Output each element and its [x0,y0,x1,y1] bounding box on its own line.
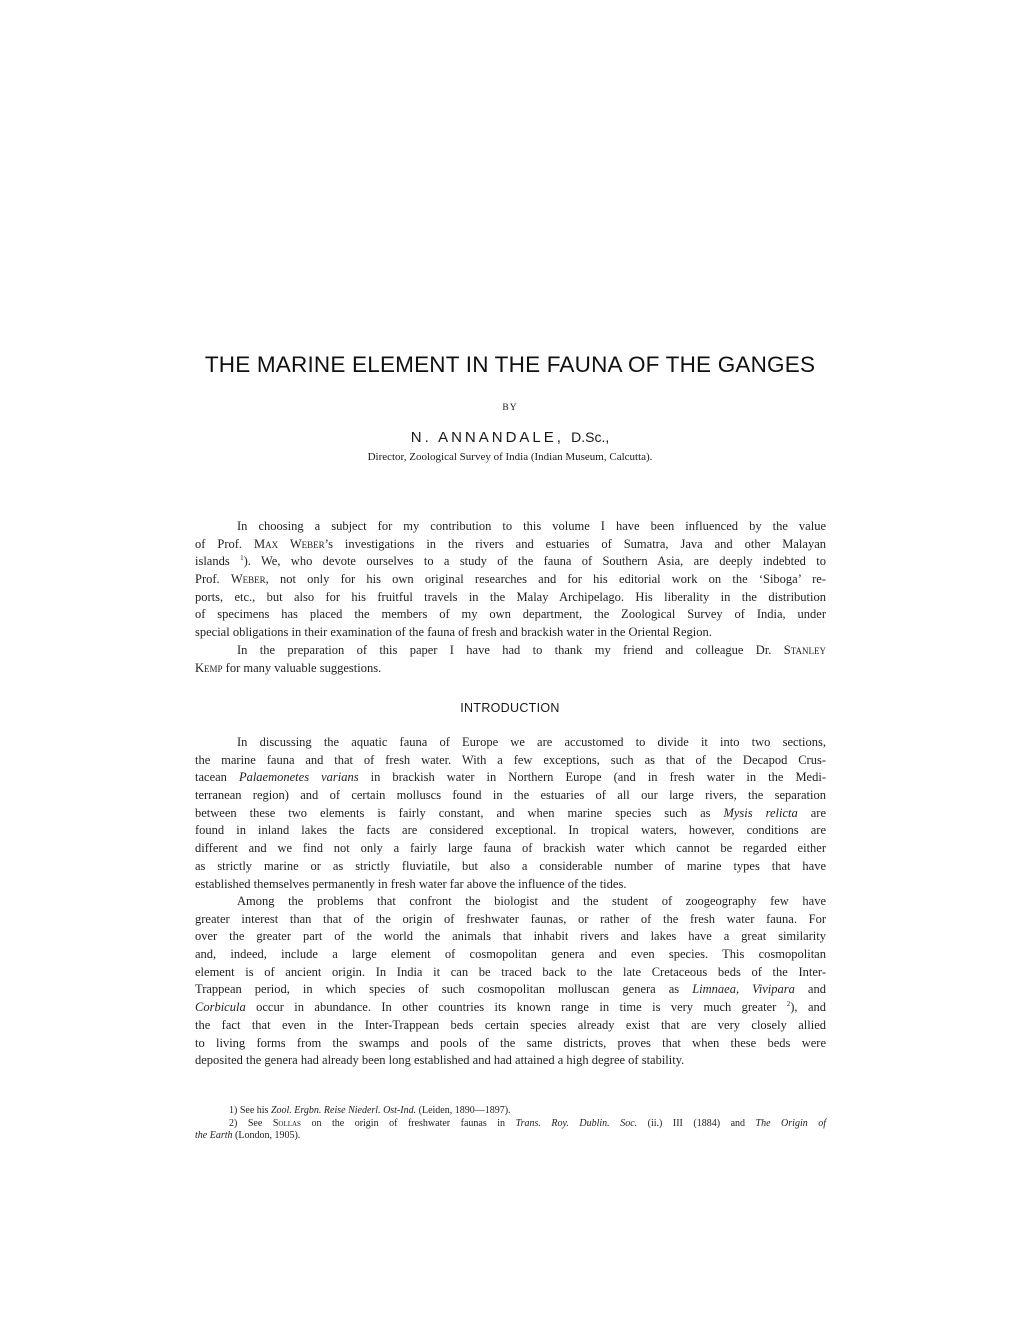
text-run: special obligations in their examination of the fauna of fresh and brackish water in the Oriental Region. [195,625,712,640]
text-line [195,769,826,787]
text-line [195,1035,826,1053]
footnote-marker: 2 [786,1000,791,1009]
text-run: of specimens has placed the members of my own department, the Zoological Survey of India, under [195,607,826,622]
italic-text: Limnaea, Vivipara [692,982,795,997]
author-degree: D.Sc., [571,429,610,445]
text-line [195,536,826,554]
italic-text: Zool. Ergbn. Reise Niederl. Ost-Ind. [270,1105,417,1116]
text-line [195,518,826,536]
text-run: greater interest than that of the origin of freshwater faunas, or rather of the fresh water fauna. For [195,911,826,926]
text-line [195,893,826,911]
text-line [195,1017,826,1035]
text-run: (London, 1905). [232,1130,301,1141]
text-line [195,981,826,999]
text-line [195,606,826,624]
text-run: ), and [790,1000,826,1015]
text-run: (ii.) III (1884) and [637,1117,756,1129]
text-line [195,589,826,607]
italic-text: Palaemonetes varians [238,770,359,785]
text-line [195,624,826,642]
text-run: as strictly marine or as strictly fluviatile, but also a considerable number of marine types that have [195,858,826,873]
text-run: and [794,982,826,997]
text-run: Trappean period, in which species of such cosmopolitan molluscan genera as [195,982,693,997]
text-run: islands [195,554,241,569]
italic-text: The Origin of [755,1117,827,1129]
text-line [195,1105,826,1118]
text-line [195,571,826,589]
text-line [195,752,826,770]
text-line [195,805,826,823]
text-run: for many valuable suggestions. [222,660,382,675]
introduction-paragraph-2 [195,893,826,1070]
text-run: ’s investigations in the rivers and estuaries of Sumatra, Java and other Malayan [324,536,826,551]
byline-label: BY [502,403,518,413]
text-run: on the origin of freshwater faunas in [300,1117,516,1129]
text-run: over the greater part of the world the animals that inhabit rivers and lakes have a great similarity [195,929,826,944]
text-run: and, indeed, include a large element of cosmopolitan genera and even species. This cosmopolitan [195,947,826,962]
text-run: 1) See his [229,1105,271,1116]
small-caps-name: Max Weber [253,536,325,551]
text-run: ports, etc., but also for his fruitful travels in the Malay Archipelago. His liberality in the distribution [195,589,826,604]
text-run: in brackish water in Northern Europe (and in fresh water in the Medi- [358,770,826,785]
text-run: the marine fauna and that of fresh water. With a few exceptions, such as that of the Decapod Crus- [195,752,826,767]
text-run: In discussing the aquatic fauna of Europe we are accustomed to divide it into two sections, [237,735,826,749]
text-line [195,999,826,1017]
text-run: Prof. [195,572,231,587]
text-run: tacean [195,770,239,785]
text-line [195,964,826,982]
article-title: THE MARINE ELEMENT IN THE FAUNA OF THE GANGES [204,352,816,377]
section-heading-introduction: INTRODUCTION [460,701,560,715]
text-run: occur in abundance. In other countries its known range in time is very much greater [245,1000,787,1015]
text-run: , not only for his own original researches and for his editorial work on the ‘Siboga’ re- [265,572,827,587]
text-run: In choosing a subject for my contribution to this volume I have been influenced by the value [237,519,826,533]
text-run: 2) See [229,1117,273,1129]
text-run: found in inland lakes the facts are considered exceptional. In tropical waters, however, conditions are [195,823,826,838]
text-run: deposited the genera had already been long established and had attained a high degree of stability. [195,1053,685,1068]
text-run: between these two elements is fairly constant, and when marine species such as [195,805,724,820]
text-run: established themselves permanently in fresh water far above the influence of the tides. [195,876,627,891]
italic-text: the Earth [195,1130,233,1141]
footnote-1 [195,1105,826,1118]
text-line [195,858,826,876]
text-line [195,642,826,660]
footnote-2 [195,1118,826,1143]
italic-text: Mysis relicta [723,805,798,820]
text-run: ). We, who devote ourselves to a study of the fauna of Southern Asia, are deeply indebted to [243,554,826,569]
small-caps-name: Weber [230,572,266,587]
text-run: (Leiden, 1890—1897). [416,1105,511,1116]
preface-paragraph-2 [195,642,826,677]
footnotes [195,1105,826,1143]
text-run: to living forms from the swamps and pools of the same districts, proves that when these beds were [195,1035,826,1050]
author-line [0,429,1020,446]
text-line [195,1052,826,1070]
text-line [195,787,826,805]
text-line [195,840,826,858]
text-run: terranean region) and of certain molluscs found in the estuaries of all our large rivers, the separation [195,788,826,803]
small-caps-name: Kemp [195,660,223,675]
text-line [195,734,826,752]
text-run: of Prof. [195,536,254,551]
footnote-marker: 1 [240,554,244,563]
text-line [195,822,826,840]
text-line [195,946,826,964]
italic-text: Corbicula [195,1000,246,1015]
text-run: In the preparation of this paper I have had to thank my friend and colleague Dr. [237,643,784,657]
text-line [195,1118,826,1131]
text-run: element is of ancient origin. In India it can be traced back to the late Cretaceous beds of the Inter- [195,964,826,979]
text-run: Among the problems that confront the biologist and the student of zoogeography few have [237,894,826,908]
text-line [195,876,826,894]
text-run: are [797,805,826,820]
text-line [195,911,826,929]
author-affiliation: Director, Zoological Survey of India (Indian Museum, Calcutta). [367,451,653,463]
text-line [195,1130,826,1143]
author-name: N. ANNANDALE, [410,429,564,446]
text-line [195,553,826,571]
preface-paragraph-1 [195,518,826,642]
small-caps-name: Stanley [783,643,826,657]
italic-text: Trans. Roy. Dublin. Soc. [515,1117,638,1129]
text-run: different and we find not only a fairly large fauna of brackish water which cannot be regarded either [195,841,826,856]
introduction-paragraph-1 [195,734,826,893]
text-line [195,660,826,678]
small-caps-name: Sollas [272,1117,301,1129]
text-line [195,928,826,946]
text-run: the fact that even in the Inter-Trappean beds certain species already exist that are very closely allied [195,1017,826,1032]
